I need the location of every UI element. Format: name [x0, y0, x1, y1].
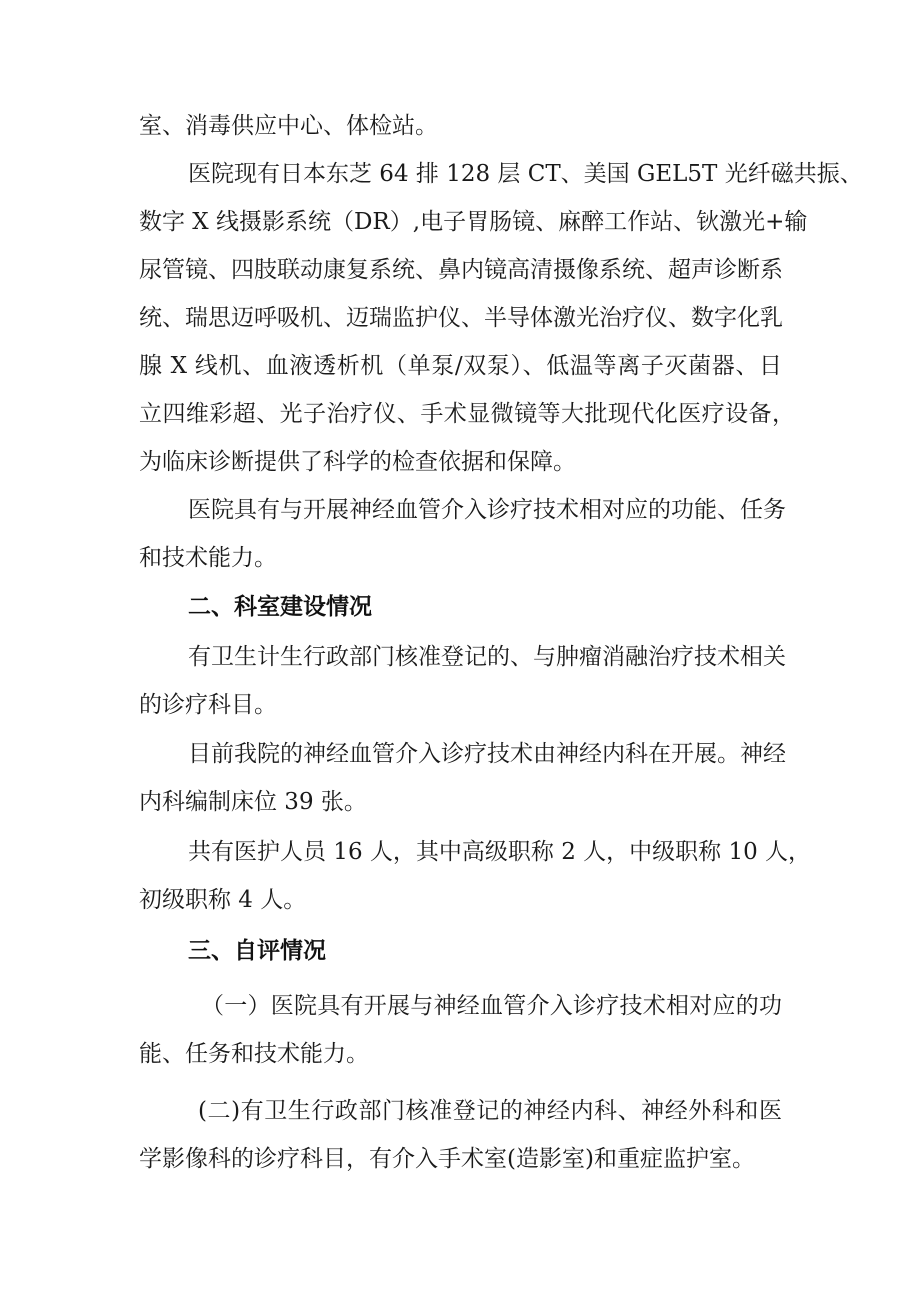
paragraph-line: 学影像科的诊疗科目，有介入手术室(造影室)和重症监护室。	[139, 1146, 755, 1172]
paragraph-line: 的诊疗科目。	[139, 692, 277, 718]
section-heading: 三、自评情况	[188, 938, 326, 964]
paragraph-line: 统、瑞思迈呼吸机、迈瑞监护仪、半导体激光治疗仪、数字化乳	[139, 305, 783, 331]
paragraph-line: 室、消毒供应中心、体检站。	[139, 113, 438, 139]
section-heading: 二、科室建设情况	[188, 594, 372, 620]
paragraph-line: 医院具有与开展神经血管介入诊疗技术相对应的功能、任务	[188, 497, 786, 523]
paragraph-line: 腺 X 线机、血液透析机（单泵/双泵）、低温等离子灭菌器、日	[139, 353, 782, 379]
paragraph-line: 目前我院的神经血管介入诊疗技术由神经内科在开展。神经	[188, 741, 786, 767]
paragraph-line: 医院现有日本东芝 64 排 128 层 CT、美国 GEL5T 光纤磁共振、	[188, 161, 863, 187]
paragraph-line: 有卫生计生行政部门核准登记的、与肿瘤消融治疗技术相关	[188, 644, 786, 670]
paragraph-line: 内科编制床位 39 张。	[139, 789, 367, 815]
paragraph-line: 和技术能力。	[139, 545, 277, 571]
paragraph-line: 共有医护人员 16 人，其中高级职称 2 人，中级职称 10 人，	[188, 839, 812, 865]
paragraph-line: （一）医院具有开展与神经血管介入诊疗技术相对应的功	[201, 993, 782, 1019]
paragraph-line: (二)有卫生行政部门核准登记的神经内科、神经外科和医	[198, 1098, 782, 1124]
paragraph-line: 初级职称 4 人。	[139, 887, 307, 913]
paragraph-line: 数字 X 线摄影系统（DR）,电子胃肠镜、麻醉工作站、钬激光+输	[139, 209, 808, 235]
paragraph-line: 能、任务和技术能力。	[139, 1041, 369, 1067]
paragraph-line: 立四维彩超、光子治疗仪、手术显微镜等大批现代化医疗设备，	[139, 401, 795, 427]
paragraph-line: 为临床诊断提供了科学的检查依据和保障。	[139, 449, 576, 475]
paragraph-line: 尿管镜、四肢联动康复系统、鼻内镜高清摄像系统、超声诊断系	[139, 257, 783, 283]
